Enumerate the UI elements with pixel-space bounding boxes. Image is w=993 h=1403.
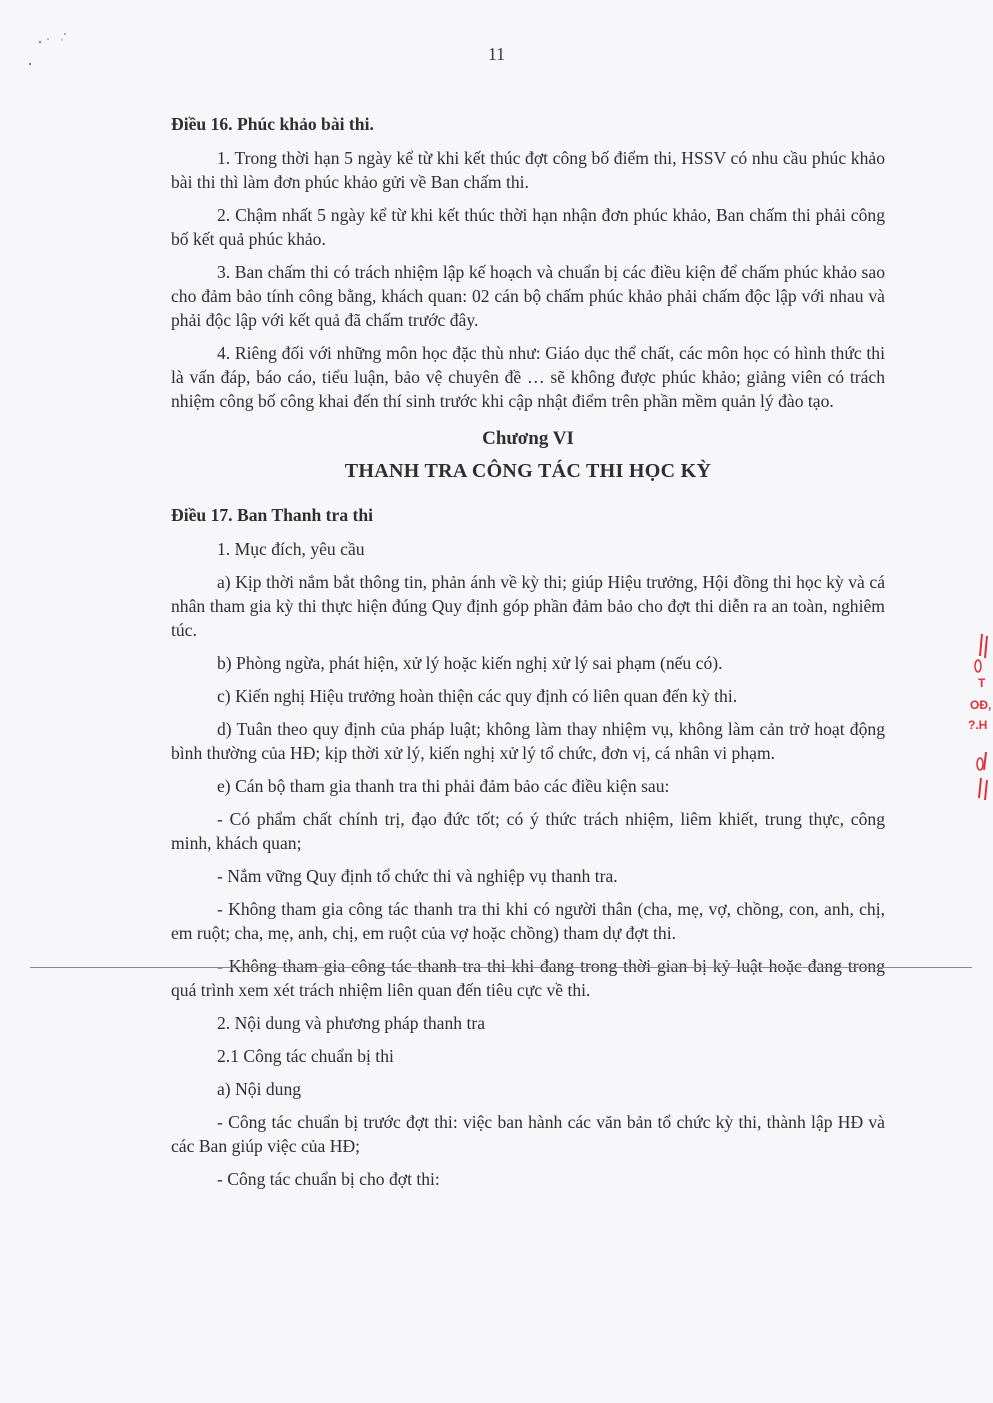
article-17-paragraph: e) Cán bộ tham gia thanh tra thi phải đảm bảo các điều kiện sau: [217, 776, 670, 796]
article-17-paragraph: 1. Mục đích, yêu cầu [217, 539, 365, 559]
article-17-paragraph: a) Nội dung [217, 1079, 302, 1099]
article-17-paragraph: - Công tác chuẩn bị trước đợt thi: việc ban hành các văn bản tổ chức kỳ thi, thành lập HĐ và các Ban giúp việc của HĐ; [171, 1112, 885, 1156]
article-17-paragraph: a) Kịp thời nắm bắt thông tin, phản ánh về kỳ thi; giúp Hiệu trưởng, Hội đồng thi học kỳ và cá nhân tham gia kỳ thi thực hiện đúng Quy định góp phần đảm bảo cho đợt thi diễn ra an toàn, nghiêm túc. [171, 572, 885, 640]
red-stamp-edge [960, 630, 990, 800]
article-17-paragraph: b) Phòng ngừa, phát hiện, xử lý hoặc kiến nghị xử lý sai phạm (nếu có). [217, 653, 723, 673]
article-17-heading: Điều 17. Ban Thanh tra thi [171, 505, 374, 525]
article-17-paragraph: c) Kiến nghị Hiệu trưởng hoàn thiện các quy định có liên quan đến kỳ thi. [217, 686, 738, 706]
stamp-ring-marks [960, 630, 990, 800]
document-body [171, 112, 885, 1200]
article-17-paragraph: - Công tác chuẩn bị cho đợt thi: [217, 1169, 440, 1189]
article-17-paragraph: 2. Nội dung và phương pháp thanh tra [217, 1013, 486, 1033]
article-17-paragraph: - Nắm vững Quy định tổ chức thi và nghiệp vụ thanh tra. [217, 866, 618, 886]
article-16-paragraph: 4. Riêng đối với những môn học đặc thù như: Giáo dục thể chất, các môn học có hình thức thi là vấn đáp, báo cáo, tiểu luận, bảo vệ chuyên đề … sẽ không được phúc khảo; giảng viên có trách nhiệm công bố công khai đến thí sinh trước khi cập nhật điểm trên phần mềm quản lý đào tạo. [171, 343, 885, 411]
article-17-paragraph: - Không tham gia công tác thanh tra thi khi có người thân (cha, mẹ, vợ, chồng, con, anh, chị, em ruột; cha, mẹ, anh, chị, em ruột của vợ hoặc chồng) tham dự đợt thi. [171, 899, 885, 943]
article-16-heading: Điều 16. Phúc khảo bài thi. [171, 114, 374, 134]
article-16-paragraph: 3. Ban chấm thi có trách nhiệm lập kế hoạch và chuẩn bị các điều kiện để chấm phúc khảo sao cho đảm bảo tính công bằng, khách quan: 02 cán bộ chấm phúc khảo phải chấm độc lập với nhau và phải độc lập với kết quả đã chấm trước đây. [171, 262, 885, 330]
stamp-mark: T [978, 676, 986, 690]
article-17-paragraph: d) Tuân theo quy định của pháp luật; không làm thay nhiệm vụ, không làm cản trở hoạt động bình thường của HĐ; kịp thời xử lý, kiến nghị xử lý tổ chức, đơn vị, cá nhân vi phạm. [171, 719, 885, 763]
article-17-paragraph: 2.1 Công tác chuẩn bị thi [217, 1046, 394, 1066]
article-17-paragraph: - Không tham gia công tác thanh tra thi khi đang trong thời gian bị kỷ luật hoặc đang trong quá trình xem xét trách nhiệm liên quan đến tiêu cực về thi. [171, 956, 885, 1000]
scan-fold-line [30, 967, 972, 968]
article-16-paragraph: 2. Chậm nhất 5 ngày kể từ khi kết thúc thời hạn nhận đơn phúc khảo, Ban chấm thi phải công bố kết quả phúc khảo. [171, 205, 885, 249]
stamp-mark: OĐ, [970, 698, 992, 712]
chapter-label: Chương VI [482, 428, 574, 449]
article-16-paragraph: 1. Trong thời hạn 5 ngày kể từ khi kết thúc đợt công bố điểm thi, HSSV có nhu cầu phúc khảo bài thi thì làm đơn phúc khảo gửi về Ban chấm thi. [171, 148, 885, 192]
stamp-mark: ?.H [968, 718, 988, 732]
page-number: 11 [487, 44, 506, 64]
chapter-title: THANH TRA CÔNG TÁC THI HỌC KỲ [344, 460, 712, 482]
article-17-paragraph: - Có phẩm chất chính trị, đạo đức tốt; có ý thức trách nhiệm, liêm khiết, trung thực, công minh, khách quan; [171, 809, 885, 853]
